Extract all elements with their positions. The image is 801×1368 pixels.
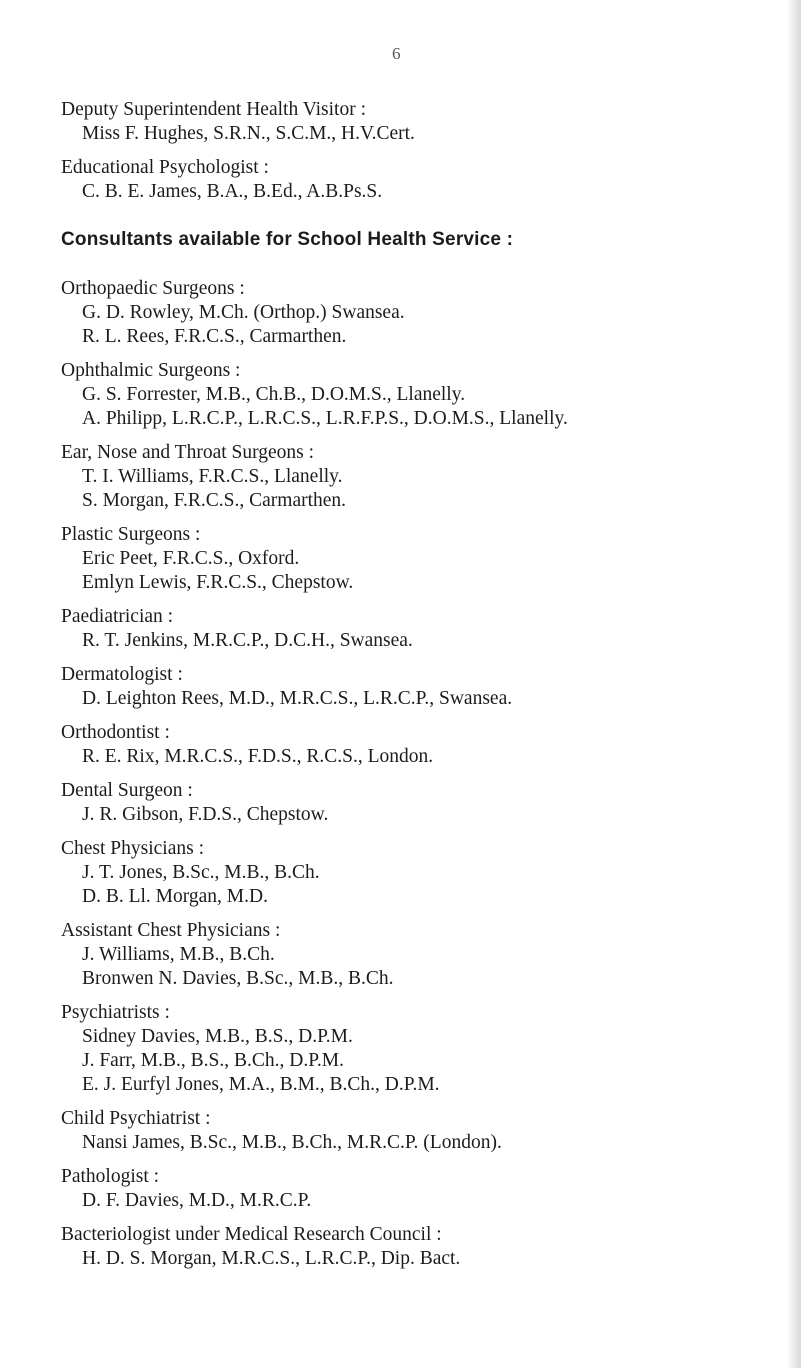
group-heading: Orthodontist : [61,722,170,743]
group-heading: Bacteriologist under Medical Research Council : [61,1224,442,1245]
consultant-group [61,441,801,513]
group-spacer [61,1213,801,1223]
consultant-group [61,359,801,431]
consultant-entry: R. L. Rees, F.R.C.S., Carmarthen. [82,326,347,347]
intro-section [61,98,801,204]
group-heading: Deputy Superintendent Health Visitor : [61,99,367,120]
consultant-entry: J. T. Jones, B.Sc., M.B., B.Ch. [82,862,320,883]
group-heading: Dermatologist : [61,664,183,685]
consultant-entry: J. R. Gibson, F.D.S., Chepstow. [82,804,329,825]
consultant-entry: G. S. Forrester, M.B., Ch.B., D.O.M.S., Llanelly. [82,384,466,405]
group-heading: Ear, Nose and Throat Surgeons : [61,442,315,463]
consultant-group [61,1001,801,1097]
group-heading: Educational Psychologist : [61,157,269,178]
consultant-entry: D. Leighton Rees, M.D., M.R.C.S., L.R.C.P., Swansea. [82,688,513,709]
group-spacer [61,1155,801,1165]
consultants-list [61,277,801,1271]
consultant-entry: H. D. S. Morgan, M.R.C.S., L.R.C.P., Dip. Bact. [82,1248,461,1269]
group-heading: Ophthalmic Surgeons : [61,360,241,381]
group-heading: Dental Surgeon : [61,780,193,801]
consultant-group [61,1107,801,1155]
consultant-group [61,605,801,653]
group-heading: Paediatrician : [61,606,174,627]
consultant-group [61,1165,801,1213]
consultant-entry: Miss F. Hughes, S.R.N., S.C.M., H.V.Cert. [82,123,415,144]
consultant-group [61,1223,801,1271]
group-spacer [61,513,801,523]
group-spacer [61,769,801,779]
section-title: Consultants available for School Health Service : [61,229,514,250]
scan-edge-shadow [787,0,801,1368]
group-heading: Plastic Surgeons : [61,524,201,545]
consultant-entry: Nansi James, B.Sc., M.B., B.Ch., M.R.C.P. (London). [82,1132,502,1153]
group-heading: Orthopaedic Surgeons : [61,278,245,299]
consultant-entry: S. Morgan, F.R.C.S., Carmarthen. [82,490,347,511]
consultant-entry: Bronwen N. Davies, B.Sc., M.B., B.Ch. [82,968,394,989]
consultant-entry: J. Williams, M.B., B.Ch. [82,944,275,965]
group-spacer [61,349,801,359]
consultant-entry: E. J. Eurfyl Jones, M.A., B.M., B.Ch., D.P.M. [82,1074,440,1095]
group-spacer [61,991,801,1001]
consultant-group [61,523,801,595]
group-spacer [61,146,801,156]
consultant-entry: Sidney Davies, M.B., B.S., D.P.M. [82,1026,353,1047]
consultant-group [61,98,801,146]
consultant-entry: G. D. Rowley, M.Ch. (Orthop.) Swansea. [82,302,405,323]
consultant-group [61,837,801,909]
group-spacer [61,431,801,441]
group-spacer [61,827,801,837]
group-spacer [61,595,801,605]
consultant-entry: D. B. Ll. Morgan, M.D. [82,886,268,907]
document-body [61,98,801,1271]
page-number: 6 [392,44,401,63]
group-spacer [61,1097,801,1107]
consultant-group [61,663,801,711]
consultant-group [61,919,801,991]
consultant-group [61,721,801,769]
consultant-entry: R. E. Rix, M.R.C.S., F.D.S., R.C.S., London. [82,746,434,767]
group-spacer [61,711,801,721]
consultant-entry: A. Philipp, L.R.C.P., L.R.C.S., L.R.F.P.S., D.O.M.S., Llanelly. [82,408,568,429]
consultant-entry: J. Farr, M.B., B.S., B.Ch., D.P.M. [82,1050,344,1071]
consultant-group [61,156,801,204]
consultant-entry: T. I. Williams, F.R.C.S., Llanelly. [82,466,343,487]
group-spacer [61,909,801,919]
consultant-entry: Eric Peet, F.R.C.S., Oxford. [82,548,300,569]
consultant-entry: C. B. E. James, B.A., B.Ed., A.B.Ps.S. [82,181,383,202]
consultant-group [61,779,801,827]
consultant-entry: R. T. Jenkins, M.R.C.P., D.C.H., Swansea. [82,630,413,651]
consultant-entry: Emlyn Lewis, F.R.C.S., Chepstow. [82,572,354,593]
group-heading: Chest Physicians : [61,838,205,859]
consultant-entry: D. F. Davies, M.D., M.R.C.P. [82,1190,312,1211]
group-spacer [61,653,801,663]
group-heading: Assistant Chest Physicians : [61,920,281,941]
group-heading: Pathologist : [61,1166,160,1187]
group-heading: Child Psychiatrist : [61,1108,211,1129]
group-heading: Psychiatrists : [61,1002,170,1023]
consultant-group [61,277,801,349]
